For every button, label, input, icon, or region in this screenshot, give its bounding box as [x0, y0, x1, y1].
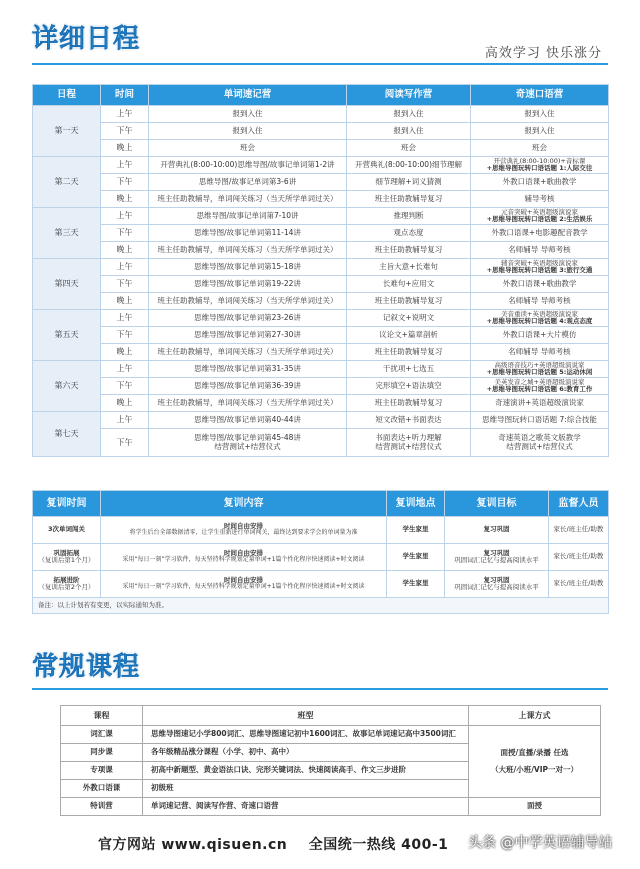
- schedule-cell: [471, 395, 609, 412]
- review-header-row: [33, 491, 609, 517]
- cell-line: 外教口语课+大片模仿: [502, 329, 577, 339]
- schedule-cell: [149, 310, 347, 327]
- schedule-cell: [471, 174, 609, 191]
- cell-line: 班主任助教辅导复习: [374, 346, 443, 356]
- review-time-label: 拓展进阶: [53, 575, 80, 584]
- cell-line: 报到入住: [232, 108, 263, 118]
- schedule-cell: [347, 225, 471, 242]
- review-content-title: 时间自由安排: [224, 521, 263, 530]
- cell-line: 报到入住: [232, 125, 263, 135]
- regular-course: 特训营: [61, 798, 143, 816]
- schedule-cell: [471, 412, 609, 429]
- cell-line: 外教口语课+歌曲教学: [502, 278, 577, 288]
- cell-line: 书面表达+听力理解: [375, 432, 442, 442]
- cell-line: 班主任助教辅导复习: [374, 244, 443, 254]
- page-title: [32, 18, 140, 55]
- schedule-cell: [347, 140, 471, 157]
- cell-line-2: 结营测试+结营仪式: [375, 441, 442, 451]
- reg-col-mode: 上课方式: [469, 706, 601, 726]
- schedule-cell: [471, 344, 609, 361]
- cell-line: 高级语音技巧+英语超级演说家: [494, 360, 585, 369]
- review-staff: 家长/班主任/助教: [549, 544, 609, 571]
- schedule-cell: [149, 157, 347, 174]
- schedule-cell: [149, 225, 347, 242]
- schedule-cell: [149, 191, 347, 208]
- cell-line: 思维导图/故事记单词第11-14讲: [194, 227, 301, 237]
- schedule-row: [33, 412, 609, 429]
- reg-col-type: 班型: [143, 706, 469, 726]
- schedule-cell: [149, 259, 347, 276]
- cell-line: 班主任助教辅导，单词闯关练习（当天所学单词过关）: [157, 346, 338, 356]
- cell-line: 班会: [401, 142, 416, 152]
- cell-line: 思维导图/故事记单词第15-18讲: [194, 261, 301, 271]
- schedule-cell: [347, 208, 471, 225]
- col-reading-camp: 阅读写作营: [347, 85, 471, 106]
- schedule-cell: [347, 259, 471, 276]
- cell-line: 开营典礼(8:00-10:00)细节理解: [354, 159, 462, 169]
- review-place: 学生家里: [387, 571, 445, 598]
- review-row: [33, 517, 609, 544]
- schedule-row: [33, 140, 609, 157]
- footer-hotline: 全国统一热线 400-1: [308, 837, 449, 853]
- schedule-cell: [471, 123, 609, 140]
- time-cell: 上午: [101, 259, 149, 276]
- cell-line: 班主任助教辅导复习: [374, 397, 443, 407]
- cell-line: 班主任助教辅导复习: [374, 193, 443, 203]
- regular-type: 初级班: [143, 780, 469, 798]
- regular-row: [61, 726, 601, 744]
- review-row: [33, 544, 609, 571]
- regular-row: [61, 798, 601, 816]
- cell-line: 完形填空+语法填空: [375, 380, 442, 390]
- review-content-title: 时间自由安排: [224, 548, 263, 557]
- schedule-cell: [149, 140, 347, 157]
- cell-line: 观点态度: [393, 227, 424, 237]
- review-time-label: 巩固拓展: [53, 548, 80, 557]
- cell-line: 主旨大意+长难句: [379, 261, 438, 271]
- schedule-row: [33, 242, 609, 259]
- schedule-row: [33, 344, 609, 361]
- cell-line: 细节理解+词义猜测: [375, 176, 442, 186]
- schedule-cell: [471, 208, 609, 225]
- review-staff: 家长/班主任/助教: [549, 571, 609, 598]
- cell-line: 班主任助教辅导，单词闯关练习（当天所学单词过关）: [157, 244, 338, 254]
- schedule-row: [33, 293, 609, 310]
- cell-line-2: +思维导图玩转口语话题 5:运动休闲: [486, 368, 593, 376]
- schedule-cell: [347, 174, 471, 191]
- review-content-text: 采用“每日一刻”学习软件，每天坚持科学规划定量单词+1篇个性化程序快速阅读+时文阅读: [122, 583, 365, 591]
- cell-line: 美音重读+英语超级演说家: [501, 309, 578, 318]
- schedule-cell: [347, 395, 471, 412]
- cell-line: 奇速演讲+英语超级演说家: [495, 397, 584, 407]
- review-time-label: 3次单词闯关: [47, 525, 86, 534]
- schedule-row: [33, 259, 609, 276]
- schedule-cell: [471, 378, 609, 395]
- cell-line-2: 结营测试+结营仪式: [506, 441, 573, 451]
- review-col-staff: 监督人员: [549, 491, 609, 517]
- schedule-row: [33, 378, 609, 395]
- day-cell: 第二天: [33, 157, 101, 208]
- time-cell: 下午: [101, 327, 149, 344]
- review-goal-title: 复习巩固: [483, 575, 510, 584]
- time-cell: 上午: [101, 157, 149, 174]
- cell-line: 班会: [532, 142, 547, 152]
- time-cell: 晚上: [101, 293, 149, 310]
- regular-body: [61, 726, 601, 816]
- review-body: [33, 517, 609, 598]
- review-row: [33, 571, 609, 598]
- schedule-cell: [149, 395, 347, 412]
- schedule-cell: [347, 106, 471, 123]
- cell-line: 名师辅导 导师考核: [508, 295, 571, 305]
- day-cell: 第五天: [33, 310, 101, 361]
- time-cell: 下午: [101, 429, 149, 457]
- schedule-cell: [149, 123, 347, 140]
- col-day: 日程: [33, 85, 101, 106]
- review-time: [33, 544, 101, 571]
- schedule-cell: [471, 293, 609, 310]
- review-note-row: [33, 598, 609, 614]
- schedule-row: [33, 174, 609, 191]
- schedule-cell: [347, 378, 471, 395]
- schedule-cell: [347, 310, 471, 327]
- review-place: 学生家里: [387, 517, 445, 544]
- schedule-cell: [149, 378, 347, 395]
- time-cell: 上午: [101, 310, 149, 327]
- regular-type: 思维导图速记小学800词汇、思维导图速记初中1600词汇、故事记单词速记高中3500词汇: [143, 726, 469, 744]
- schedule-cell: [347, 191, 471, 208]
- review-content-title: 时间自由安排: [224, 575, 263, 584]
- regular-type: 各年级精品涨分课程（小学、初中、高中）: [143, 744, 469, 762]
- regular-header-row: [61, 706, 601, 726]
- cell-line: 议论文+篇章剖析: [379, 329, 438, 339]
- review-table: [32, 490, 609, 614]
- schedule-cell: [471, 242, 609, 259]
- schedule-row: [33, 225, 609, 242]
- footer-website[interactable]: 官方网站 www.qisuen.cn: [98, 837, 288, 853]
- cell-line: 思维导图/故事记单词第36-39讲: [194, 380, 301, 390]
- cell-line: 班主任助教辅导，单词闯关练习（当天所学单词过关）: [157, 397, 338, 407]
- cell-line: 辅音突破+英语超级演说家: [501, 258, 578, 267]
- schedule-header-row: [33, 85, 609, 106]
- schedule-cell: [149, 344, 347, 361]
- cell-line: 记叙文+说明文: [382, 312, 435, 322]
- cell-line: 报到入住: [524, 108, 555, 118]
- review-time: [33, 571, 101, 598]
- schedule-cell: [347, 123, 471, 140]
- schedule-row: [33, 191, 609, 208]
- cell-line: 名师辅导 导师考核: [508, 244, 571, 254]
- cell-line: 开营典礼(8:00-10:00)思维导图/故事记单词第1-2讲: [160, 159, 335, 169]
- time-cell: 下午: [101, 225, 149, 242]
- cell-line-2: +思维导图玩转口语话题 6:教育工作: [486, 385, 593, 393]
- cell-line: 思维导图/故事记单词第31-35讲: [194, 363, 301, 373]
- slogan: 高效学习 快乐涨分: [484, 46, 602, 61]
- day-cell: 第一天: [33, 106, 101, 157]
- cell-line: 推理判断: [393, 210, 424, 220]
- time-cell: 上午: [101, 361, 149, 378]
- review-goal: [445, 517, 549, 544]
- cell-line: 奇速英语之歌英文版教学: [498, 432, 581, 442]
- cell-line: 美英发音之城+英语超级演说家: [494, 377, 585, 386]
- review-time-sub: （复训后第2个月）: [38, 583, 95, 591]
- time-cell: 下午: [101, 123, 149, 140]
- review-content-text: 将学生后台全部数据清零，让学生重新进行单词闯关，最终达到要求学会的单词量为准: [129, 529, 358, 537]
- cell-line-2: +思维导图玩转口语话题 1:人际交往: [486, 164, 593, 172]
- day-cell: 第七天: [33, 412, 101, 457]
- time-cell: 晚上: [101, 242, 149, 259]
- regular-table: [60, 705, 601, 816]
- schedule-cell: [471, 259, 609, 276]
- cell-line-2: 结营测试+结营仪式: [214, 441, 281, 451]
- review-goal-title: 复习巩固: [483, 525, 510, 534]
- schedule-cell: [471, 276, 609, 293]
- cell-line: 思维导图/故事记单词第3-6讲: [198, 176, 297, 186]
- schedule-cell: [471, 106, 609, 123]
- schedule-cell: [471, 191, 609, 208]
- schedule-cell: [471, 140, 609, 157]
- day-cell: 第六天: [33, 361, 101, 412]
- regular-divider: [32, 688, 608, 690]
- review-note: 备注：以上计划若有变更，以实际通知为准。: [33, 598, 609, 614]
- schedule-cell: [347, 157, 471, 174]
- cell-line: 外教口语课+歌曲教学: [502, 176, 577, 186]
- cell-line: 思维导图玩转口语话题 7:综合技能: [482, 414, 597, 424]
- cell-line: 元音突破+英语超级演说家: [501, 207, 578, 216]
- regular-title: [32, 646, 140, 683]
- regular-mode: [469, 726, 601, 798]
- page-title-text: 详细日程: [32, 24, 141, 54]
- time-cell: 晚上: [101, 344, 149, 361]
- reg-col-course: 课程: [61, 706, 143, 726]
- regular-mode-sub: （大班/小班/VIP一对一）: [490, 764, 579, 774]
- schedule-cell: [347, 429, 471, 457]
- review-col-time: 复训时间: [33, 491, 101, 517]
- regular-course: 专项课: [61, 762, 143, 780]
- schedule-row: [33, 208, 609, 225]
- cell-line: 名师辅导 导师考核: [508, 346, 571, 356]
- time-cell: 晚上: [101, 395, 149, 412]
- cell-line: 辅导考核: [524, 193, 555, 203]
- review-goal: [445, 544, 549, 571]
- col-speaking-camp: 奇速口语营: [471, 85, 609, 106]
- cell-line: 班主任助教辅导，单词闯关练习（当天所学单词过关）: [157, 193, 338, 203]
- schedule-row: [33, 123, 609, 140]
- cell-line: 思维导图/故事记单词第45-48讲: [194, 432, 301, 442]
- schedule-cell: [471, 361, 609, 378]
- regular-course: 外教口语课: [61, 780, 143, 798]
- cell-line: 思维导图/故事记单词第19-22讲: [194, 278, 301, 288]
- review-content: [101, 544, 387, 571]
- header-divider: [32, 63, 608, 65]
- time-cell: 上午: [101, 412, 149, 429]
- review-goal-text: 巩固词汇记忆与提高阅读水平: [454, 583, 539, 591]
- cell-line: 长难句+应用文: [382, 278, 435, 288]
- review-content: [101, 517, 387, 544]
- col-time: 时间: [101, 85, 149, 106]
- cell-line: 外教口语课+电影趣配音教学: [491, 227, 588, 237]
- cell-line-2: +思维导图玩转口语话题 4:观点态度: [486, 317, 593, 325]
- time-cell: 晚上: [101, 140, 149, 157]
- schedule-cell: [149, 242, 347, 259]
- schedule-cell: [347, 276, 471, 293]
- time-cell: 下午: [101, 378, 149, 395]
- regular-mode-last: 面授: [469, 798, 601, 816]
- cell-line: 思维导图/故事记单词第7-10讲: [196, 210, 299, 220]
- cell-line-2: +思维导图玩转口语话题 3:旅行交通: [486, 266, 593, 274]
- review-goal-text: 巩固词汇记忆与提高阅读水平: [454, 556, 539, 564]
- review-col-place: 复训地点: [387, 491, 445, 517]
- review-content: [101, 571, 387, 598]
- time-cell: 下午: [101, 276, 149, 293]
- schedule-cell: [149, 293, 347, 310]
- review-staff: 家长/班主任/助教: [549, 517, 609, 544]
- cell-line: 思维导图/故事记单词第27-30讲: [194, 329, 301, 339]
- schedule-row: [33, 276, 609, 293]
- cell-line: 干扰项+七选五: [382, 363, 435, 373]
- review-col-content: 复训内容: [101, 491, 387, 517]
- watermark: 头条 @中学英语辅导站: [468, 835, 613, 851]
- footer: [98, 834, 448, 854]
- schedule-row: [33, 395, 609, 412]
- schedule-cell: [149, 106, 347, 123]
- schedule-cell: [347, 412, 471, 429]
- schedule-cell: [149, 208, 347, 225]
- schedule-cell: [149, 327, 347, 344]
- schedule-row: [33, 310, 609, 327]
- schedule-cell: [471, 429, 609, 457]
- schedule-cell: [149, 412, 347, 429]
- schedule-cell: [149, 174, 347, 191]
- cell-line: 班主任助教辅导，单词闯关练习（当天所学单词过关）: [157, 295, 338, 305]
- schedule-table: [32, 84, 609, 457]
- cell-line: 思维导图/故事记单词第23-26讲: [194, 312, 301, 322]
- regular-type: 单词速记营、阅读写作营、奇速口语营: [143, 798, 469, 816]
- review-place: 学生家里: [387, 544, 445, 571]
- time-cell: 上午: [101, 106, 149, 123]
- regular-course: 词汇课: [61, 726, 143, 744]
- schedule-cell: [347, 293, 471, 310]
- col-vocab-camp: 单词速记营: [149, 85, 347, 106]
- day-cell: 第四天: [33, 259, 101, 310]
- cell-line: 开营典礼(8:00-10:00)+音标课: [493, 156, 586, 165]
- schedule-cell: [149, 361, 347, 378]
- review-time: [33, 517, 101, 544]
- regular-title-text: 常规课程: [32, 652, 141, 682]
- time-cell: 上午: [101, 208, 149, 225]
- regular-course: 同步课: [61, 744, 143, 762]
- cell-line: 思维导图/故事记单词第40-44讲: [194, 414, 301, 424]
- cell-line: 短文改错+书面表达: [375, 414, 442, 424]
- schedule-row: [33, 157, 609, 174]
- schedule-row: [33, 106, 609, 123]
- regular-mode-main: 面授/直播/录播 任选: [500, 747, 569, 757]
- schedule-body: [33, 106, 609, 457]
- schedule-cell: [347, 327, 471, 344]
- schedule-cell: [149, 276, 347, 293]
- review-goal: [445, 571, 549, 598]
- cell-line: 报到入住: [393, 125, 424, 135]
- review-time-sub: （复训后第1个月）: [38, 556, 95, 564]
- schedule-cell: [347, 344, 471, 361]
- schedule-cell: [471, 327, 609, 344]
- cell-line-2: +思维导图玩转口语话题 2:生活娱乐: [486, 215, 593, 223]
- cell-line: 班会: [240, 142, 255, 152]
- cell-line: 报到入住: [393, 108, 424, 118]
- time-cell: 下午: [101, 174, 149, 191]
- schedule-cell: [471, 225, 609, 242]
- schedule-cell: [471, 310, 609, 327]
- regular-type: 初高中新题型、黄金语法口诀、完形关键词法、快速阅读高手、作文三步进阶: [143, 762, 469, 780]
- schedule-cell: [347, 361, 471, 378]
- review-goal-title: 复习巩固: [483, 548, 510, 557]
- day-cell: 第三天: [33, 208, 101, 259]
- schedule-cell: [471, 157, 609, 174]
- cell-line: 班主任助教辅导复习: [374, 295, 443, 305]
- schedule-cell: [149, 429, 347, 457]
- schedule-cell: [347, 242, 471, 259]
- schedule-row: [33, 361, 609, 378]
- schedule-row: [33, 429, 609, 457]
- time-cell: 晚上: [101, 191, 149, 208]
- cell-line: 报到入住: [524, 125, 555, 135]
- review-content-text: 采用“每日一刻”学习软件，每天坚持科学规划定量单词+1篇个性化程序快速阅读+时文阅读: [122, 556, 365, 564]
- review-col-goal: 复训目标: [445, 491, 549, 517]
- schedule-row: [33, 327, 609, 344]
